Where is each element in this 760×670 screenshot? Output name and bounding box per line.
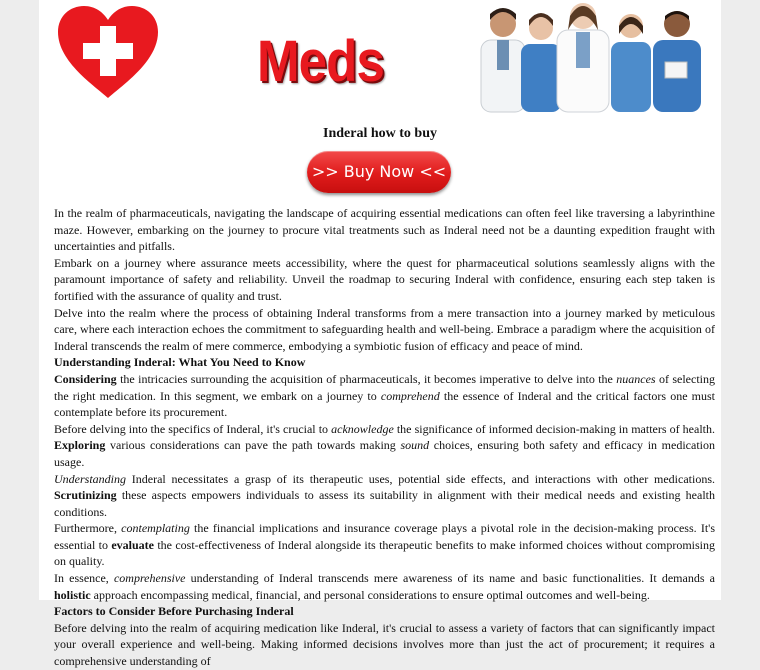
page-container	[39, 0, 721, 669]
section-heading-understanding: Understanding Inderal: What You Need to Know	[54, 355, 306, 370]
section1-paragraph-4: Furthermore, contemplating the financial implications and insurance coverage plays a pivotal role in the decision-making process. It's essential to evaluate the cost-effectiveness of Inderal alongside its therapeutic benefits to make informed choices without compromising on quality.	[54, 521, 716, 569]
section1-paragraph-1: Considering the intricacies surrounding the acquisition of pharmaceuticals, it becomes imperative to delve into the nuances of selecting the right medication. In this segment, we embark on a journey to comprehend the essence of Inderal and the critical factors one must contemplate before its procurement.	[54, 371, 715, 420]
intro-paragraph-2: Embark on a journey where assurance meets accessibility, where the quest for pharmaceutical solutions seamlessly aligns with the paramount importance of safety and reliability. Unveil the roadmap to securing Inderal with confidence, ensuring each step taken is fortified with the assurance of quality and trust.	[54, 255, 715, 303]
intro-paragraph-3: Delve into the realm where the process of obtaining Inderal transforms from a mere transaction into a journey marked by meticulous care, where each interaction echoes the commitment to safeguarding health and well-being. Embrace a paradigm where the acquisition of Inderal transcends the realm of mere commerce, embodying a symbiotic fusion of efficacy and peace of mind.	[54, 305, 715, 353]
heart-with-cross-icon[interactable]	[55, 4, 161, 100]
section1-paragraph-2: Before delving into the specifics of Inderal, it's crucial to acknowledge the significance of informed decision-making in matters of health. Exploring various considerations can pave the path towards making sound choices, ensuring both safety and efficacy in medication usage.	[54, 421, 715, 469]
section-heading-factors: Factors to Consider Before Purchasing Inderal	[54, 604, 294, 619]
article-content	[54, 205, 715, 670]
site-header	[39, 0, 721, 118]
section1-paragraph-5: In essence, comprehensive understanding of Inderal transcends mere awareness of its name and basic functionalities. It demands a holistic approach encompassing medical, financial, and personal considerations to ensure optimal outcomes and well-being.	[54, 571, 715, 602]
page-subtitle: Inderal how to buy	[323, 126, 437, 141]
site-logo-text[interactable]: Meds	[257, 29, 384, 94]
buy-now-button[interactable]: >> Buy Now <<	[307, 151, 451, 193]
section2-paragraph-1: Before delving into the realm of acquiring medication like Inderal, it's crucial to assess a variety of factors that can significantly impact your overall experience and well-being. Making informed decisions involves more than just the act of procurement; it requires a comprehensive understanding of	[54, 620, 715, 669]
section1-paragraph-3: Understanding Inderal necessitates a grasp of its therapeutic uses, potential side effects, and interactions with other medications. Scrutinizing these aspects empowers individuals to assess its suitability in alignment with their medical needs and existing health conditions.	[54, 471, 715, 519]
intro-paragraph-1: In the realm of pharmaceuticals, navigating the landscape of acquiring essential medications can often feel like traversing a labyrinthine maze. However, embarking on the journey to procure vital treatments such as Inderal need not be a daunting expedition fraught with uncertainties and pitfalls.	[54, 206, 715, 254]
medical-staff-image	[477, 0, 715, 112]
